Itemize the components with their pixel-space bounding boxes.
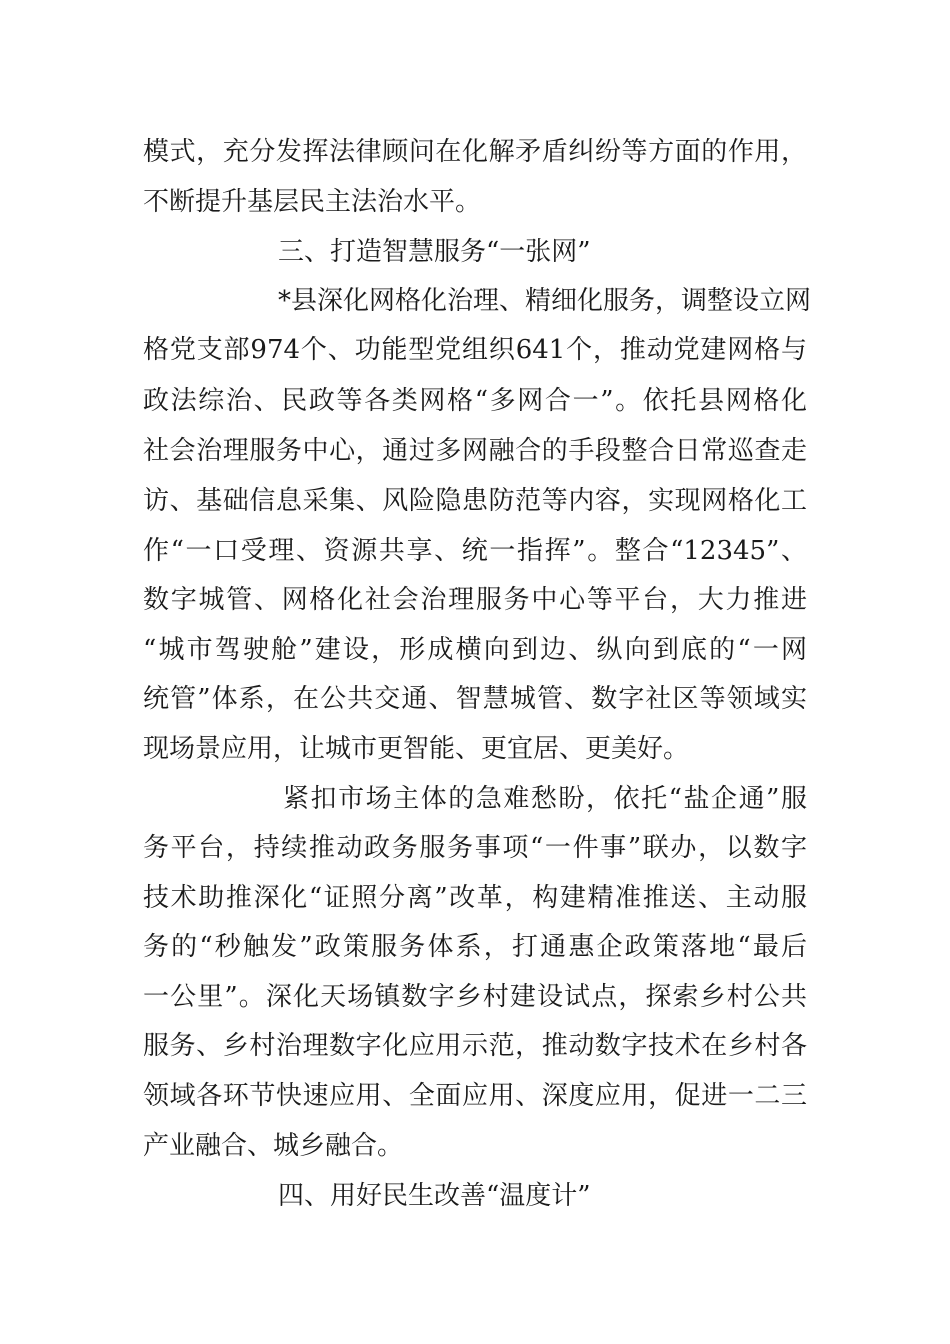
body-text-line: 产业融合、城乡融合。: [143, 1131, 404, 1161]
body-text-line: 作“一口受理、资源共享、统一指挥”。整合“12345”、: [143, 536, 807, 566]
body-text-line: “城市驾驶舱”建设，形成横向到边、纵向到底的“一网: [143, 635, 807, 665]
body-text-line: 统管”体系，在公共交通、智慧城管、数字社区等领域实: [143, 684, 807, 714]
body-text-line: 领域各环节快速应用、全面应用、深度应用，促进一二三: [143, 1081, 807, 1111]
body-text-line: 现场景应用，让城市更智能、更宜居、更美好。: [143, 734, 690, 764]
body-text-line: 政法综治、民政等各类网格“多网合一”。依托县网格化: [143, 386, 807, 416]
body-text-line: 不断提升基层民主法治水平。: [143, 187, 482, 217]
body-text-line: *县深化网格化治理、精细化服务，调整设立网: [278, 286, 812, 316]
body-text-line: 服务、乡村治理数字化应用示范，推动数字技术在乡村各: [143, 1031, 807, 1061]
body-text-line: 数字城管、网格化社会治理服务中心等平台，大力推进: [143, 585, 807, 615]
body-text-line: 务的“秒触发”政策服务体系，打通惠企政策落地“最后: [143, 932, 807, 962]
body-text-line: 技术助推深化“证照分离”改革，构建精准推送、主动服: [143, 883, 807, 913]
body-text-line: 务平台，持续推动政务服务事项“一件事”联办，以数字: [143, 833, 807, 863]
body-text-line: 社会治理服务中心，通过多网融合的手段整合日常巡查走: [143, 436, 807, 466]
body-text-line: 一公里”。深化天场镇数字乡村建设试点，探索乡村公共: [143, 982, 807, 1012]
section-heading: 三、打造智慧服务“一张网”: [278, 237, 591, 267]
body-text-line: 紧扣市场主体的急难愁盼，依托“盐企通”服: [283, 784, 807, 814]
section-heading: 四、用好民生改善“温度计”: [278, 1181, 591, 1211]
body-text-line: 访、基础信息采集、风险隐患防范等内容，实现网格化工: [143, 486, 807, 516]
body-text-line: 格党支部974个、功能型党组织641个，推动党建网格与: [143, 335, 807, 365]
body-text-line: 模式，充分发挥法律顾问在化解矛盾纠纷等方面的作用，: [143, 137, 807, 167]
